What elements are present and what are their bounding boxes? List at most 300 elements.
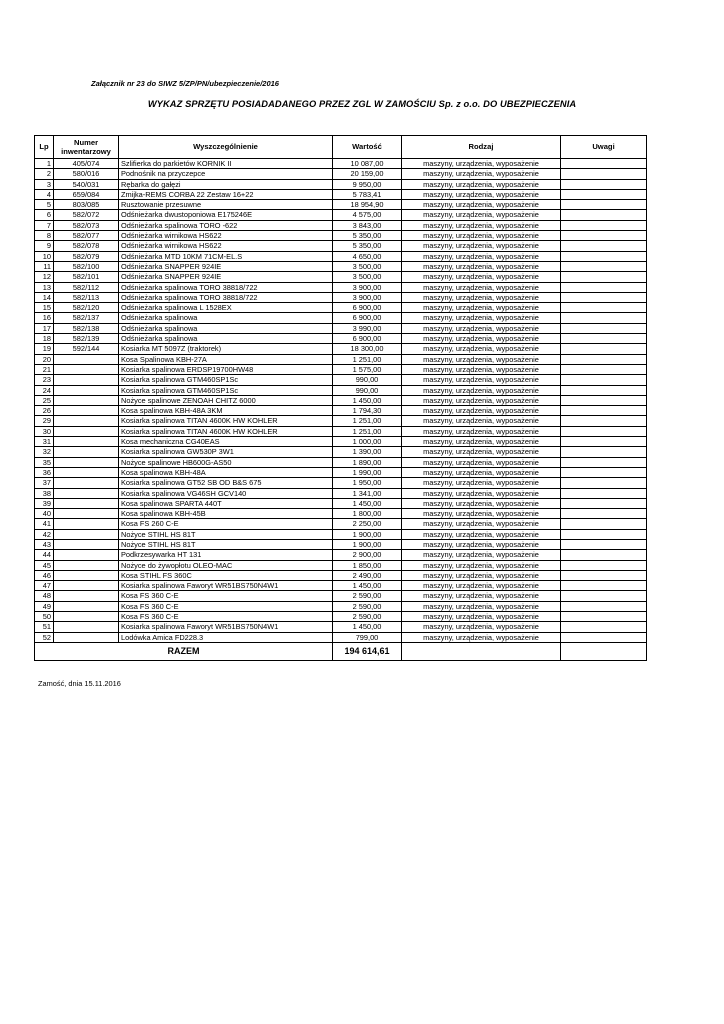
row-description: Nożyce do żywopłotu OLEO-MAC (119, 560, 333, 570)
row-lp: 30 (35, 426, 54, 436)
row-lp: 32 (35, 447, 54, 457)
row-inventory-number: 803/085 (54, 200, 119, 210)
row-lp: 4 (35, 189, 54, 199)
row-description: Podkrzesywarka HT 131 (119, 550, 333, 560)
row-inventory-number (54, 612, 119, 622)
row-inventory-number (54, 395, 119, 405)
row-lp: 24 (35, 385, 54, 395)
col-header-description: Wyszczególnienie (119, 136, 333, 159)
row-kind: maszyny, urządzenia, wyposażenie (402, 200, 561, 210)
row-lp: 23 (35, 375, 54, 385)
row-description: Kosiarka spalinowa ERDSP19700HW48 (119, 364, 333, 374)
row-kind: maszyny, urządzenia, wyposażenie (402, 447, 561, 457)
row-notes (561, 251, 647, 261)
row-value: 1 000,00 (333, 437, 402, 447)
row-inventory-number: 659/084 (54, 189, 119, 199)
table-row (35, 529, 647, 539)
row-kind: maszyny, urządzenia, wyposażenie (402, 292, 561, 302)
row-lp: 52 (35, 632, 54, 642)
table-row (35, 200, 647, 210)
row-value: 1 575,00 (333, 364, 402, 374)
table-row (35, 395, 647, 405)
row-lp: 17 (35, 323, 54, 333)
table-row (35, 189, 647, 199)
row-notes (561, 509, 647, 519)
table-row (35, 560, 647, 570)
row-value: 2 590,00 (333, 612, 402, 622)
row-inventory-number: 582/072 (54, 210, 119, 220)
row-notes (561, 169, 647, 179)
row-value: 1 251,00 (333, 426, 402, 436)
row-inventory-number: 582/120 (54, 303, 119, 313)
row-value: 5 783,41 (333, 189, 402, 199)
row-kind: maszyny, urządzenia, wyposażenie (402, 313, 561, 323)
row-inventory-number (54, 581, 119, 591)
row-value: 1 900,00 (333, 529, 402, 539)
row-description: Odśnieżarka dwustoponiowa E175246E (119, 210, 333, 220)
row-description: Kosiarka spalinowa GTM460SP1Sc (119, 375, 333, 385)
document-title: WYKAZ SPRZĘTU POSIADADANEGO PRZEZ ZGL W ZAMOŚCIU Sp. z o.o. DO UBEZPIECZENIA (147, 99, 577, 109)
row-notes (561, 416, 647, 426)
row-description: Kosa FS 360 C-E (119, 601, 333, 611)
row-description: Odśnieżarka spalinowa L 1528EX (119, 303, 333, 313)
row-lp: 3 (35, 179, 54, 189)
row-kind: maszyny, urządzenia, wyposażenie (402, 467, 561, 477)
row-lp: 18 (35, 334, 54, 344)
row-notes (561, 261, 647, 271)
row-kind: maszyny, urządzenia, wyposażenie (402, 282, 561, 292)
row-description: Odśnieżarka wirnikowa HS622 (119, 241, 333, 251)
row-value: 1 450,00 (333, 581, 402, 591)
row-value: 3 990,00 (333, 323, 402, 333)
row-description: Odśnieżarka spalinowa (119, 323, 333, 333)
row-description: Odśnieżarka SNAPPER 924IE (119, 272, 333, 282)
row-value: 2 590,00 (333, 601, 402, 611)
row-value: 1 450,00 (333, 395, 402, 405)
row-description: Kosiarka spalinowa GT52 SB OD B&S 675 (119, 478, 333, 488)
row-value: 3 843,00 (333, 220, 402, 230)
table-row (35, 251, 647, 261)
row-description: Odśnieżarka spalinowa TORO 38818/722 (119, 292, 333, 302)
row-lp: 39 (35, 498, 54, 508)
row-inventory-number (54, 632, 119, 642)
row-notes (561, 344, 647, 354)
table-row (35, 210, 647, 220)
row-kind: maszyny, urządzenia, wyposażenie (402, 591, 561, 601)
row-description: Kosiarka spalinowa TITAN 4600K HW KOHLER (119, 416, 333, 426)
row-notes (561, 467, 647, 477)
table-row (35, 498, 647, 508)
row-lp: 8 (35, 231, 54, 241)
row-lp: 11 (35, 261, 54, 271)
total-kind-empty (402, 642, 561, 660)
row-value: 1 950,00 (333, 478, 402, 488)
row-kind: maszyny, urządzenia, wyposażenie (402, 364, 561, 374)
row-description: Odśnieżarka spalinowa (119, 313, 333, 323)
table-row (35, 467, 647, 477)
row-value: 4 650,00 (333, 251, 402, 261)
row-lp: 41 (35, 519, 54, 529)
row-description: Odśnieżarka spalinowa TORO 38818/722 (119, 282, 333, 292)
row-notes (561, 570, 647, 580)
table-row (35, 159, 647, 169)
row-lp: 25 (35, 395, 54, 405)
row-value: 1 341,00 (333, 488, 402, 498)
row-kind: maszyny, urządzenia, wyposażenie (402, 354, 561, 364)
row-kind: maszyny, urządzenia, wyposażenie (402, 241, 561, 251)
row-kind: maszyny, urządzenia, wyposażenie (402, 169, 561, 179)
row-lp: 5 (35, 200, 54, 210)
row-value: 5 350,00 (333, 231, 402, 241)
table-row (35, 437, 647, 447)
row-description: Odśnieżarka SNAPPER 924IE (119, 261, 333, 271)
row-kind: maszyny, urządzenia, wyposażenie (402, 519, 561, 529)
row-inventory-number (54, 539, 119, 549)
table-row (35, 612, 647, 622)
row-lp: 49 (35, 601, 54, 611)
row-lp: 16 (35, 313, 54, 323)
table-row (35, 364, 647, 374)
table-row (35, 581, 647, 591)
row-lp: 48 (35, 591, 54, 601)
row-description: Rębarka do gałęzi (119, 179, 333, 189)
table-row (35, 375, 647, 385)
table-row (35, 344, 647, 354)
row-value: 5 350,00 (333, 241, 402, 251)
row-lp: 29 (35, 416, 54, 426)
row-notes (561, 437, 647, 447)
row-notes (561, 364, 647, 374)
table-row (35, 426, 647, 436)
row-lp: 44 (35, 550, 54, 560)
row-inventory-number (54, 478, 119, 488)
row-description: Kosa FS 260 C-E (119, 519, 333, 529)
row-notes (561, 241, 647, 251)
row-inventory-number: 592/144 (54, 344, 119, 354)
table-row (35, 220, 647, 230)
row-kind: maszyny, urządzenia, wyposażenie (402, 272, 561, 282)
row-notes (561, 560, 647, 570)
equipment-table (34, 135, 647, 661)
row-value: 4 575,00 (333, 210, 402, 220)
row-kind: maszyny, urządzenia, wyposażenie (402, 426, 561, 436)
row-description: Kosa FS 360 C-E (119, 612, 333, 622)
table-row (35, 323, 647, 333)
row-value: 3 900,00 (333, 292, 402, 302)
row-inventory-number: 582/112 (54, 282, 119, 292)
row-value: 799,00 (333, 632, 402, 642)
row-description: Kosiarka spalinowa Faworyt WR51BS750N4W1 (119, 622, 333, 632)
row-lp: 42 (35, 529, 54, 539)
row-lp: 6 (35, 210, 54, 220)
row-inventory-number (54, 529, 119, 539)
row-inventory-number: 405/074 (54, 159, 119, 169)
row-value: 6 900,00 (333, 313, 402, 323)
row-lp: 31 (35, 437, 54, 447)
row-lp: 19 (35, 344, 54, 354)
row-description: Nożyce STIHL HS 81T (119, 529, 333, 539)
row-lp: 10 (35, 251, 54, 261)
table-row (35, 354, 647, 364)
row-notes (561, 601, 647, 611)
row-inventory-number (54, 560, 119, 570)
row-inventory-number (54, 550, 119, 560)
row-kind: maszyny, urządzenia, wyposażenie (402, 179, 561, 189)
row-value: 10 087,00 (333, 159, 402, 169)
annex-reference: Załącznik nr 23 do SIWZ 5/ZP/PN/ubezpieczenie/2016 (91, 79, 279, 88)
row-lp: 20 (35, 354, 54, 364)
row-value: 1 251,00 (333, 354, 402, 364)
row-notes (561, 313, 647, 323)
row-notes (561, 498, 647, 508)
row-inventory-number: 582/138 (54, 323, 119, 333)
row-description: Szlifierka do parkietów KORNIK II (119, 159, 333, 169)
col-header-notes: Uwagi (561, 136, 647, 159)
table-row (35, 272, 647, 282)
row-kind: maszyny, urządzenia, wyposażenie (402, 344, 561, 354)
row-inventory-number (54, 467, 119, 477)
row-lp: 2 (35, 169, 54, 179)
row-description: Kosa mechaniczna CG40EAS (119, 437, 333, 447)
row-description: Kosiarka spalinowa TITAN 4600K HW KOHLER (119, 426, 333, 436)
row-value: 3 500,00 (333, 261, 402, 271)
row-notes (561, 406, 647, 416)
row-kind: maszyny, urządzenia, wyposażenie (402, 303, 561, 313)
row-lp: 50 (35, 612, 54, 622)
row-notes (561, 539, 647, 549)
row-lp: 47 (35, 581, 54, 591)
row-inventory-number (54, 406, 119, 416)
row-kind: maszyny, urządzenia, wyposażenie (402, 498, 561, 508)
row-inventory-number: 582/100 (54, 261, 119, 271)
row-value: 1 990,00 (333, 467, 402, 477)
row-value: 2 250,00 (333, 519, 402, 529)
row-description: Podnośnik na przyczepce (119, 169, 333, 179)
row-kind: maszyny, urządzenia, wyposażenie (402, 231, 561, 241)
row-description: Nożyce spalinowe ZENOAH CHITZ 6000 (119, 395, 333, 405)
row-inventory-number (54, 364, 119, 374)
row-inventory-number: 582/079 (54, 251, 119, 261)
row-description: Lodówka Amica FD228.3 (119, 632, 333, 642)
row-value: 990,00 (333, 385, 402, 395)
row-description: Kosa spalinowa SPARTA 440T (119, 498, 333, 508)
row-notes (561, 159, 647, 169)
row-notes (561, 385, 647, 395)
row-inventory-number (54, 437, 119, 447)
row-kind: maszyny, urządzenia, wyposażenie (402, 550, 561, 560)
row-notes (561, 632, 647, 642)
row-value: 6 900,00 (333, 303, 402, 313)
row-inventory-number (54, 509, 119, 519)
table-row (35, 292, 647, 302)
row-kind: maszyny, urządzenia, wyposażenie (402, 581, 561, 591)
row-value: 1 251,00 (333, 416, 402, 426)
row-description: Odśnieżarka spalinowa TORO -622 (119, 220, 333, 230)
row-kind: maszyny, urządzenia, wyposażenie (402, 560, 561, 570)
row-inventory-number (54, 457, 119, 467)
row-notes (561, 272, 647, 282)
row-kind: maszyny, urządzenia, wyposażenie (402, 478, 561, 488)
row-description: Kosiarka spalinowa GW530P 3W1 (119, 447, 333, 457)
row-description: Kosa spalinowa KBH-45B (119, 509, 333, 519)
row-description: Kosa Spalinowa KBH-27A (119, 354, 333, 364)
row-kind: maszyny, urządzenia, wyposażenie (402, 509, 561, 519)
row-notes (561, 292, 647, 302)
row-value: 9 950,00 (333, 179, 402, 189)
row-notes (561, 478, 647, 488)
row-value: 1 850,00 (333, 560, 402, 570)
row-lp: 36 (35, 467, 54, 477)
table-row (35, 550, 647, 560)
table-row (35, 570, 647, 580)
row-inventory-number (54, 447, 119, 457)
row-kind: maszyny, urządzenia, wyposażenie (402, 323, 561, 333)
table-row (35, 622, 647, 632)
row-notes (561, 457, 647, 467)
row-kind: maszyny, urządzenia, wyposażenie (402, 539, 561, 549)
row-lp: 9 (35, 241, 54, 251)
row-lp: 14 (35, 292, 54, 302)
row-kind: maszyny, urządzenia, wyposażenie (402, 622, 561, 632)
row-value: 1 450,00 (333, 622, 402, 632)
row-kind: maszyny, urządzenia, wyposażenie (402, 529, 561, 539)
total-value: 194 614,61 (333, 642, 402, 660)
table-row (35, 457, 647, 467)
table-row (35, 406, 647, 416)
row-value: 3 500,00 (333, 272, 402, 282)
row-description: Odśnieżarka wirnikowa HS622 (119, 231, 333, 241)
row-inventory-number: 582/077 (54, 231, 119, 241)
row-notes (561, 210, 647, 220)
row-inventory-number: 580/016 (54, 169, 119, 179)
row-notes (561, 622, 647, 632)
row-value: 1 800,00 (333, 509, 402, 519)
table-row (35, 282, 647, 292)
row-lp: 13 (35, 282, 54, 292)
row-inventory-number (54, 488, 119, 498)
total-label: RAZEM (35, 642, 333, 660)
row-value: 6 900,00 (333, 334, 402, 344)
row-description: Zmijka-REMS CORBA 22 Zestaw 16+22 (119, 189, 333, 199)
row-lp: 7 (35, 220, 54, 230)
row-notes (561, 323, 647, 333)
row-notes (561, 375, 647, 385)
row-lp: 12 (35, 272, 54, 282)
row-kind: maszyny, urządzenia, wyposażenie (402, 612, 561, 622)
row-value: 1 390,00 (333, 447, 402, 457)
row-inventory-number (54, 591, 119, 601)
col-header-inventory-number: Numer inwentarzowy (54, 136, 119, 159)
row-value: 2 900,00 (333, 550, 402, 560)
table-row (35, 261, 647, 271)
row-value: 18 300,00 (333, 344, 402, 354)
row-inventory-number (54, 354, 119, 364)
row-inventory-number: 582/137 (54, 313, 119, 323)
row-lp: 40 (35, 509, 54, 519)
row-description: Kosa FS 360 C-E (119, 591, 333, 601)
row-inventory-number (54, 385, 119, 395)
table-row (35, 632, 647, 642)
row-kind: maszyny, urządzenia, wyposażenie (402, 395, 561, 405)
row-notes (561, 488, 647, 498)
row-notes (561, 282, 647, 292)
row-value: 20 159,00 (333, 169, 402, 179)
row-lp: 37 (35, 478, 54, 488)
place-and-date: Zamość, dnia 15.11.2016 (38, 679, 121, 688)
table-row (35, 519, 647, 529)
row-description: Kosa spalinowa KBH-48A 3KM (119, 406, 333, 416)
table-row (35, 303, 647, 313)
row-notes (561, 189, 647, 199)
row-lp: 43 (35, 539, 54, 549)
row-notes (561, 426, 647, 436)
table-row (35, 334, 647, 344)
row-value: 990,00 (333, 375, 402, 385)
row-description: Kosa STIHL FS 360C (119, 570, 333, 580)
row-lp: 38 (35, 488, 54, 498)
row-lp: 46 (35, 570, 54, 580)
row-kind: maszyny, urządzenia, wyposażenie (402, 159, 561, 169)
col-header-lp: Lp (35, 136, 54, 159)
row-notes (561, 591, 647, 601)
row-description: Kosa spalinowa KBH-48A (119, 467, 333, 477)
row-description: Odśnieżarka MTD 10KM 71CM-EL.S (119, 251, 333, 261)
row-kind: maszyny, urządzenia, wyposażenie (402, 261, 561, 271)
row-description: Kosiarka spalinowa GTM460SP1Sc (119, 385, 333, 395)
row-lp: 21 (35, 364, 54, 374)
row-value: 3 900,00 (333, 282, 402, 292)
row-inventory-number: 582/113 (54, 292, 119, 302)
row-notes (561, 581, 647, 591)
row-lp: 45 (35, 560, 54, 570)
row-notes (561, 303, 647, 313)
row-lp: 35 (35, 457, 54, 467)
row-notes (561, 529, 647, 539)
row-kind: maszyny, urządzenia, wyposażenie (402, 437, 561, 447)
row-kind: maszyny, urządzenia, wyposażenie (402, 570, 561, 580)
table-row (35, 478, 647, 488)
row-lp: 51 (35, 622, 54, 632)
row-description: Odśnieżarka spalinowa (119, 334, 333, 344)
row-kind: maszyny, urządzenia, wyposażenie (402, 189, 561, 199)
table-row (35, 385, 647, 395)
row-value: 18 954,90 (333, 200, 402, 210)
row-notes (561, 179, 647, 189)
row-kind: maszyny, urządzenia, wyposażenie (402, 385, 561, 395)
row-lp: 15 (35, 303, 54, 313)
row-value: 1 794,30 (333, 406, 402, 416)
row-kind: maszyny, urządzenia, wyposażenie (402, 251, 561, 261)
row-notes (561, 354, 647, 364)
row-kind: maszyny, urządzenia, wyposażenie (402, 220, 561, 230)
row-description: Kosiarka spalinowa Faworyt WR51BS750N4W1 (119, 581, 333, 591)
row-kind: maszyny, urządzenia, wyposażenie (402, 210, 561, 220)
row-notes (561, 395, 647, 405)
table-row (35, 601, 647, 611)
row-kind: maszyny, urządzenia, wyposażenie (402, 457, 561, 467)
row-value: 1 890,00 (333, 457, 402, 467)
row-notes (561, 220, 647, 230)
table-row (35, 241, 647, 251)
row-kind: maszyny, urządzenia, wyposażenie (402, 334, 561, 344)
row-description: Nożyce spalinowe HB600G-AS50 (119, 457, 333, 467)
table-row (35, 179, 647, 189)
row-kind: maszyny, urządzenia, wyposażenie (402, 601, 561, 611)
row-inventory-number (54, 622, 119, 632)
row-kind: maszyny, urządzenia, wyposażenie (402, 632, 561, 642)
row-description: Kosiarka MT 5097Z (traktorek) (119, 344, 333, 354)
col-header-value: Wartość (333, 136, 402, 159)
